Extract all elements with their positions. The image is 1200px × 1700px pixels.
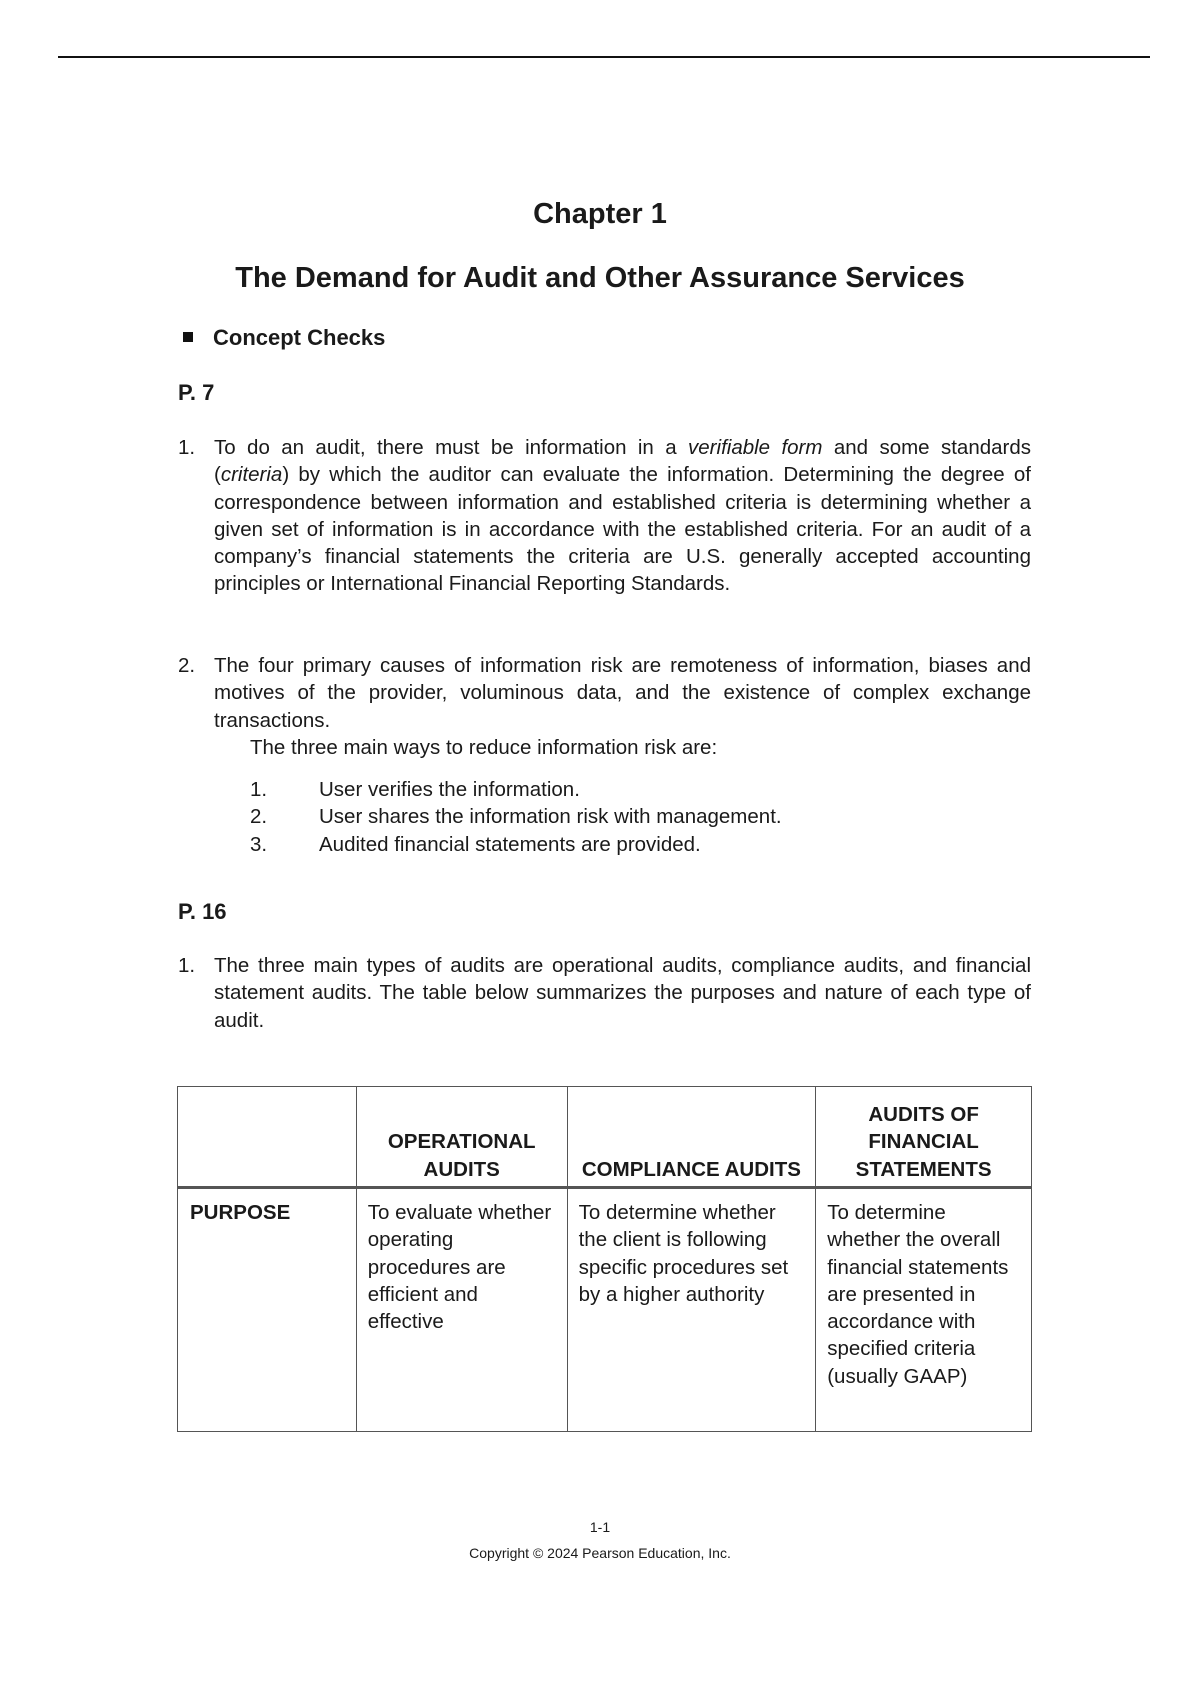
table-cell-operational: To evaluate whether operating procedures are efficient and effective: [356, 1188, 567, 1432]
emphasis-text: verifiable form: [688, 436, 823, 459]
ways-intro: The three main ways to reduce information risk are:: [250, 736, 718, 759]
table-header-operational: OPERATIONAL AUDITS: [356, 1087, 567, 1188]
item-number: 1.: [178, 436, 196, 459]
item-number: 1.: [178, 954, 196, 977]
table-header-row: [178, 1087, 1032, 1188]
list-item: [178, 952, 1031, 1034]
item-text: To do an audit, there must be information in a verifiable form and some standards (criteria) by which the auditor can evaluate the information. Determining the degree of correspondence between information and established criteria is determining whether a given set of information is in accordance with the established criteria. For an audit of a company’s financial statements the criteria are U.S. generally accepted accounting principles or International Financial Reporting Standards.: [214, 436, 1031, 596]
page-number: 1-1: [589, 1519, 611, 1535]
copyright-notice: Copyright © 2024 Pearson Education, Inc.: [469, 1545, 731, 1561]
item-number: 2.: [178, 654, 196, 677]
emphasis-text: criteria: [220, 463, 283, 487]
table-row-label: PURPOSE: [178, 1188, 357, 1432]
square-bullet-icon: [183, 332, 193, 342]
table-cell-compliance: To determine whether the client is following specific procedures set by a higher authority: [567, 1188, 816, 1432]
item-text: The four primary causes of information risk are remoteness of information, biases and motives of the provider, voluminous data, and the existence of complex exchange transactions.: [214, 654, 1031, 732]
table-header-compliance: COMPLIANCE AUDITS: [567, 1087, 816, 1188]
table-header-empty: [178, 1087, 357, 1188]
table-cell-financial: To determine whether the overall financial statements are presented in accordance with specified criteria (usually GAAP): [816, 1188, 1032, 1432]
page-title: The Demand for Audit and Other Assurance Services: [235, 262, 965, 294]
section-label: Concept Checks: [213, 325, 386, 350]
section-heading: [183, 325, 385, 351]
list-item: [178, 652, 1031, 734]
table-header-financial: AUDITS OF FINANCIAL STATEMENTS: [816, 1087, 1032, 1188]
list-item: [178, 434, 1031, 598]
audit-types-table: [177, 1086, 1032, 1432]
page-ref-p16: P. 16: [178, 899, 227, 924]
chapter-heading: Chapter 1: [533, 198, 667, 230]
top-rule: [58, 56, 1150, 58]
item-text: The three main types of audits are operational audits, compliance audits, and financial statement audits. The table below summarizes the purposes and nature of each type of audit.: [214, 954, 1031, 1032]
page-ref-p7: P. 7: [178, 380, 215, 405]
table-row: [178, 1188, 1032, 1432]
